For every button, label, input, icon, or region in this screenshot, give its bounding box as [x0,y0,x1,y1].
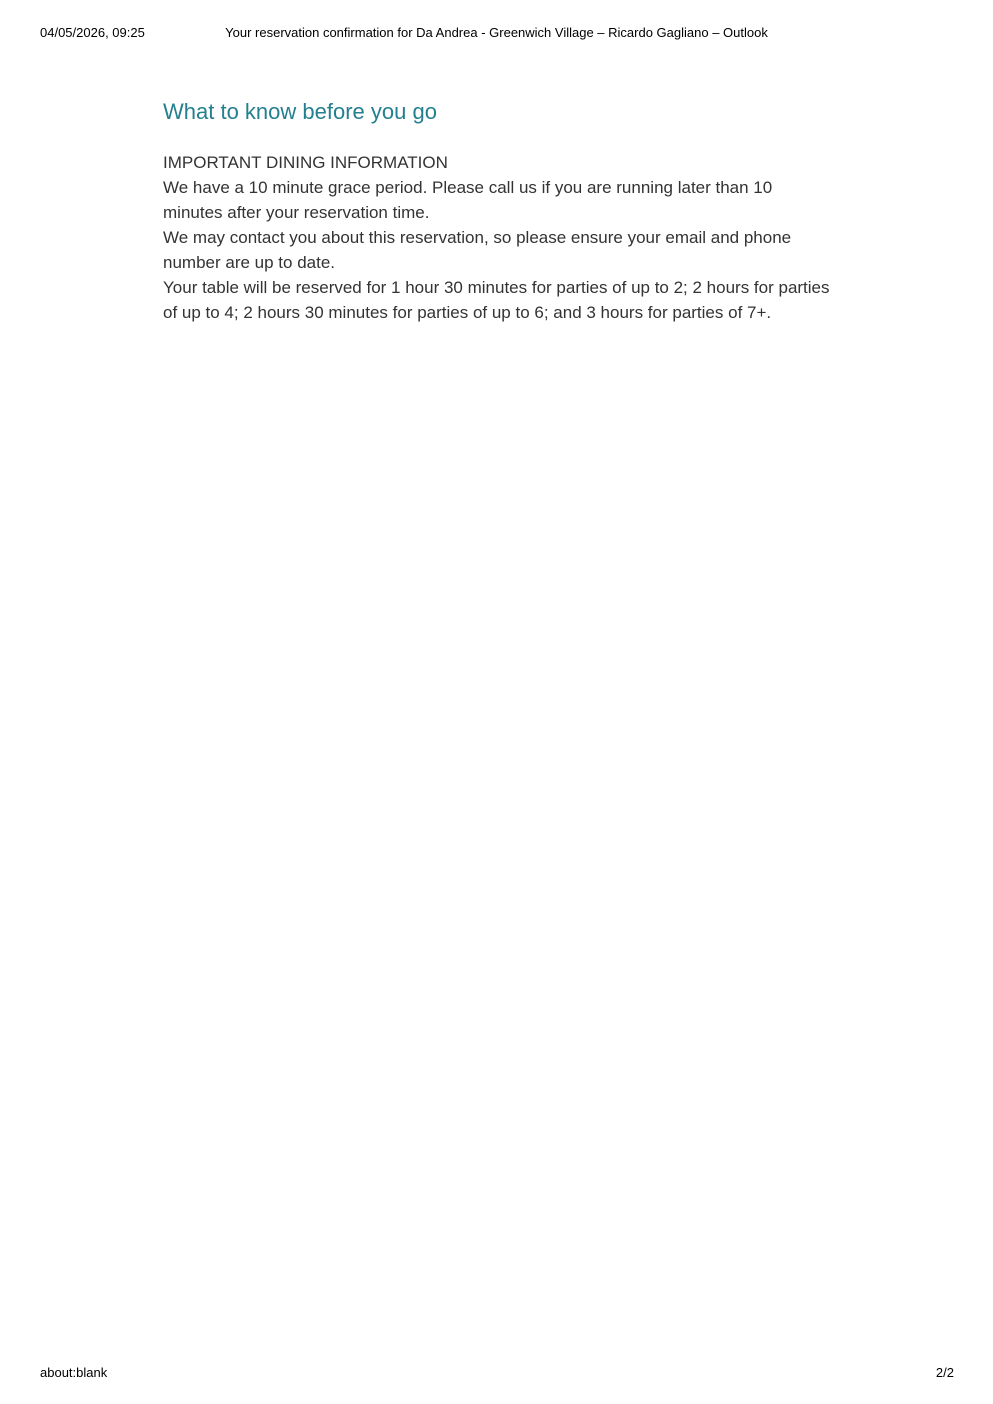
dining-info [163,150,833,325]
section-title: What to know before you go [163,99,437,124]
dining-info-paragraph-contact: We may contact you about this reservation, so please ensure your email and phone number are up to date. [163,228,792,272]
print-page-number: 2/2 [935,1365,954,1380]
print-url: about:blank [40,1365,108,1380]
dining-info-paragraph-table-time: Your table will be reserved for 1 hour 30 minutes for parties of up to 2; 2 hours for parties of up to 4; 2 hours 30 minutes for parties of up to 6; and 3 hours for parties of 7+. [163,278,830,322]
print-page-title: Your reservation confirmation for Da Andrea - Greenwich Village – Ricardo Gagliano – Outlook [225,25,768,40]
email-content [163,96,833,325]
dining-info-heading: IMPORTANT DINING INFORMATION [163,153,448,172]
dining-info-paragraph-grace-period: We have a 10 minute grace period. Please call us if you are running later than 10 minutes after your reservation time. [163,178,773,222]
print-datetime: 04/05/2026, 09:25 [40,25,145,40]
